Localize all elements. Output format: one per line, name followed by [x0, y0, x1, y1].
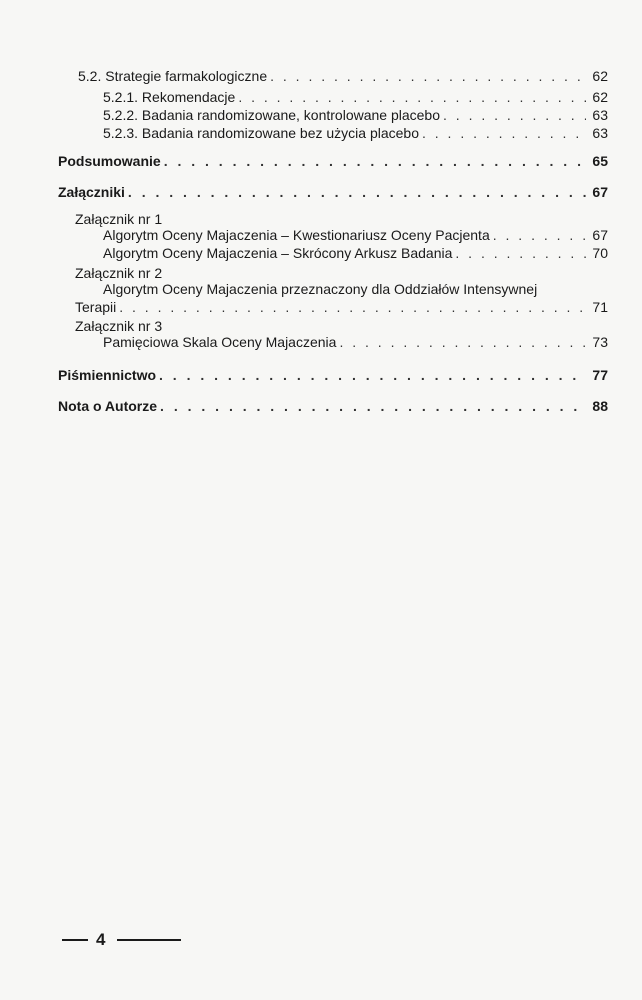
toc-entry-nota-o-autorze [58, 397, 608, 415]
toc-entry-label: Załączniki [58, 184, 125, 200]
toc-entry-appendix-2a [75, 298, 608, 316]
toc-entry-label: Algorytm Oceny Majaczenia – Skrócony Arkusz Badania [103, 245, 453, 261]
toc-appendix-1-heading: Załącznik nr 1 [75, 211, 163, 227]
toc-appendix-3-heading: Załącznik nr 3 [75, 318, 163, 334]
page-number: 4 [96, 930, 106, 949]
toc-entry-appendix-1b [103, 244, 608, 262]
toc-entry-label: 5.2.1. Rekomendacje [103, 89, 236, 105]
dot-leader [164, 152, 586, 170]
dot-leader [238, 88, 586, 106]
toc-entry-5-2-3 [103, 124, 608, 142]
dot-leader [339, 333, 586, 351]
dot-leader [455, 244, 586, 262]
toc-entry-appendix-2a-line1: Algorytm Oceny Majaczenia przeznaczony dla Oddziałów Intensywnej [103, 281, 538, 297]
toc-entry-appendix-1a [103, 226, 608, 244]
toc-page-number: 65 [592, 153, 608, 169]
toc-entry-label: Podsumowanie [58, 153, 161, 169]
toc-entry-zalaczniki [58, 183, 608, 201]
page-footer [62, 930, 181, 950]
toc-entry-label: 5.2.3. Badania randomizowane bez użycia placebo [103, 125, 419, 141]
toc-entry-pismiennictwo [58, 366, 608, 384]
toc-page-number: 71 [592, 299, 608, 315]
toc-entry-5-2 [78, 67, 608, 85]
toc-appendix-2-heading: Załącznik nr 2 [75, 265, 163, 281]
dot-leader [270, 67, 586, 85]
toc-entry-label: Nota o Autorze [58, 398, 158, 414]
toc-page-number: 67 [592, 227, 608, 243]
dot-leader [493, 226, 586, 244]
dot-leader [159, 366, 586, 384]
toc-page-number: 88 [592, 398, 608, 414]
toc-page-number: 73 [592, 334, 608, 350]
toc-page-number: 63 [592, 107, 608, 123]
toc-entry-label: Terapii [75, 299, 117, 315]
toc-entry-label: Pamięciowa Skala Oceny Majaczenia [103, 334, 337, 350]
toc-entry-label: Algorytm Oceny Majaczenia – Kwestionariusz Oceny Pacjenta [103, 227, 490, 243]
toc-entry-label: 5.2. Strategie farmakologiczne [78, 68, 268, 84]
toc-entry-podsumowanie [58, 152, 608, 170]
toc-entry-label: Piśmiennictwo [58, 367, 157, 383]
dot-leader [422, 124, 586, 142]
dot-leader [128, 183, 586, 201]
toc-page-number: 67 [592, 184, 608, 200]
dot-leader [160, 397, 586, 415]
toc-page-number: 70 [592, 245, 608, 261]
toc-entry-appendix-3a [103, 333, 608, 351]
footer-rule-left [62, 939, 88, 941]
dot-leader [443, 106, 586, 124]
footer-rule-right [117, 939, 181, 941]
toc-page-number: 63 [592, 125, 608, 141]
dot-leader [119, 298, 586, 316]
toc-entry-5-2-2 [103, 106, 608, 124]
toc-page-number: 62 [592, 68, 608, 84]
toc-page-number: 62 [592, 89, 608, 105]
toc-page-number: 77 [592, 367, 608, 383]
toc-entry-5-2-1 [103, 88, 608, 106]
toc-entry-label: 5.2.2. Badania randomizowane, kontrolowane placebo [103, 107, 441, 123]
